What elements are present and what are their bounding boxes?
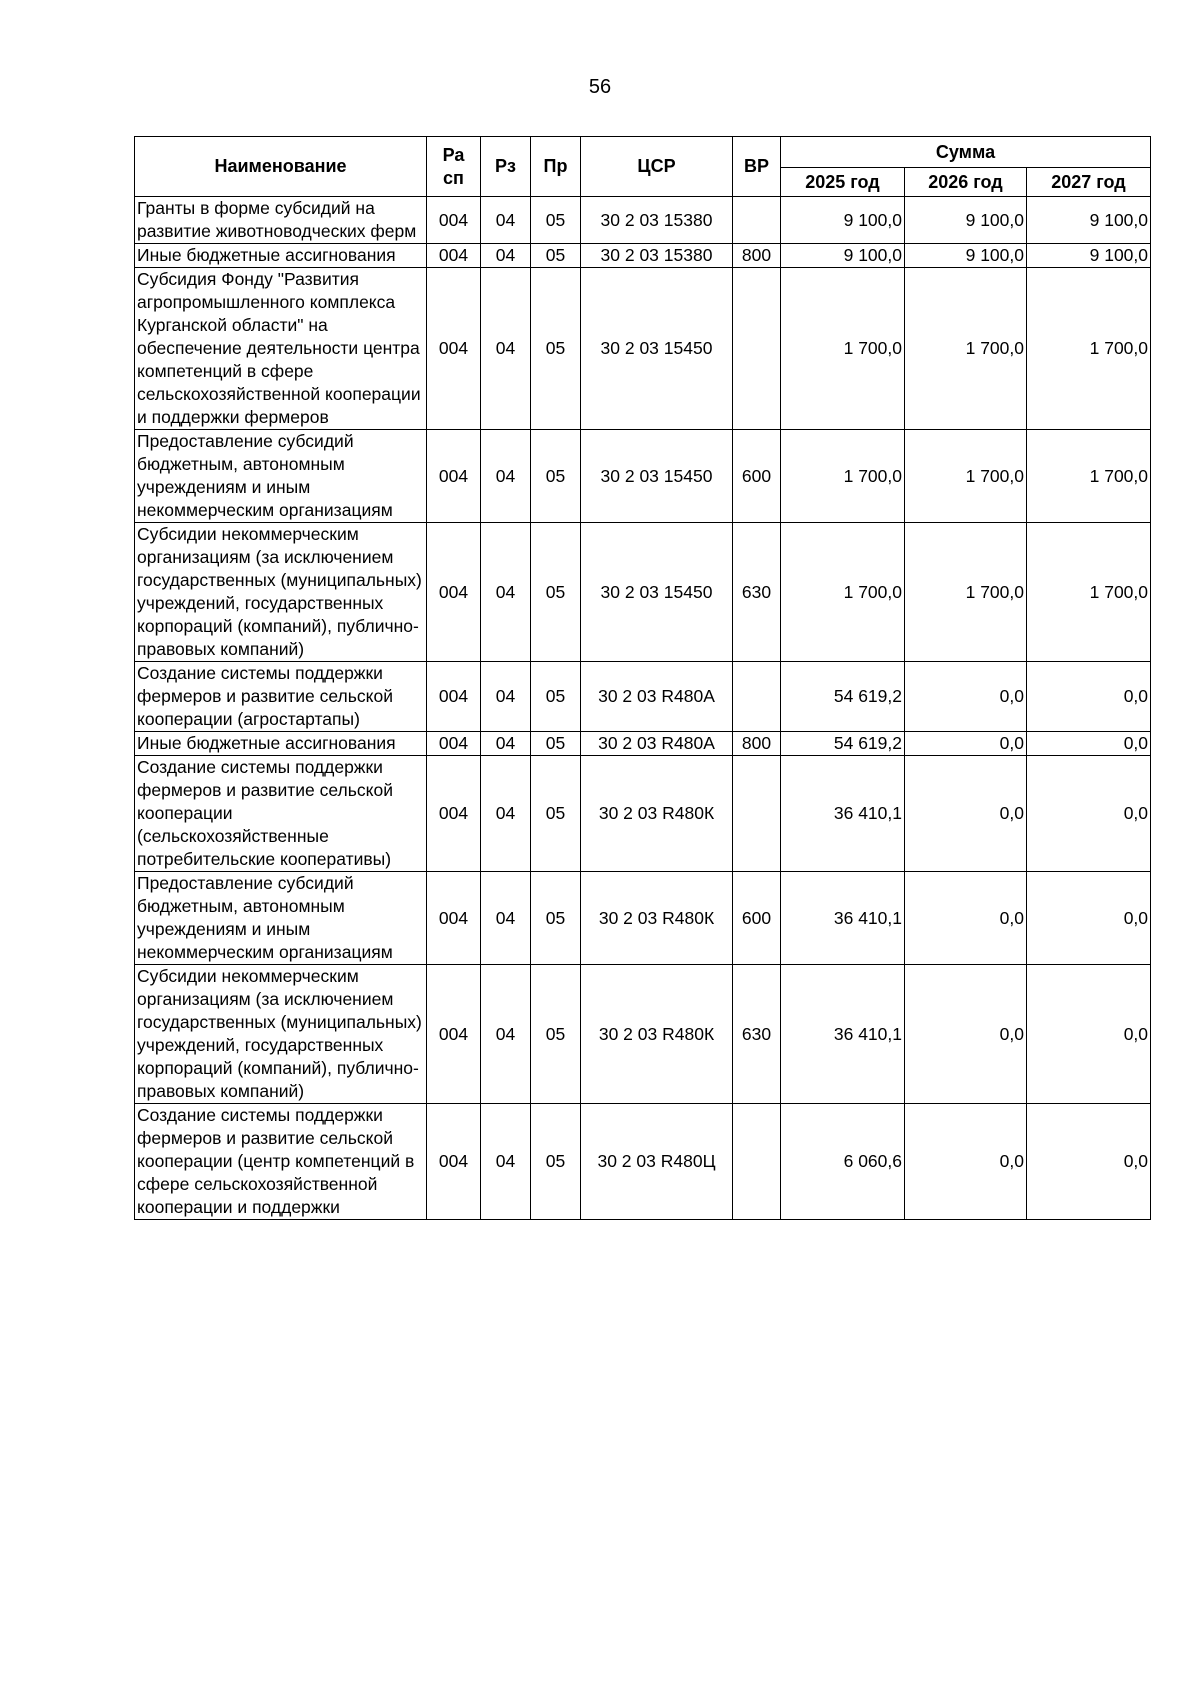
cell-vr [733,662,781,732]
cell-rasp: 004 [427,1104,481,1220]
cell-name: Субсидии некоммерческим организациям (за исключением государственных (муниципальных) учреждений, государственных корпораций (компаний), публично-правовых компаний) [135,965,427,1104]
cell-2027: 1 700,0 [1027,523,1151,662]
cell-2027: 0,0 [1027,732,1151,756]
cell-rasp: 004 [427,268,481,430]
cell-vr: 800 [733,244,781,268]
cell-rz: 04 [481,662,531,732]
cell-2025: 9 100,0 [781,244,905,268]
cell-csr: 30 2 03 R480Ц [581,1104,733,1220]
cell-rasp: 004 [427,662,481,732]
cell-rz: 04 [481,430,531,523]
cell-2025: 1 700,0 [781,430,905,523]
table-row [135,523,1151,662]
table-row [135,268,1151,430]
cell-rz: 04 [481,268,531,430]
cell-name: Субсидия Фонду "Развития агропромышленного комплекса Курганской области" на обеспечение деятельности центра компетенций в сфере сельскохозяйственной кооперации и поддержки фермеров [135,268,427,430]
cell-pr: 05 [531,872,581,965]
header-rasp-line2: сп [443,167,464,188]
cell-vr [733,756,781,872]
cell-rasp: 004 [427,965,481,1104]
cell-2027: 9 100,0 [1027,244,1151,268]
header-year-2025: 2025 год [781,168,905,197]
cell-2027: 0,0 [1027,756,1151,872]
cell-rz: 04 [481,872,531,965]
cell-vr [733,197,781,244]
cell-2026: 0,0 [905,1104,1027,1220]
table-row [135,430,1151,523]
table-row [135,732,1151,756]
cell-csr: 30 2 03 15450 [581,268,733,430]
header-year-2026: 2026 год [905,168,1027,197]
cell-pr: 05 [531,523,581,662]
cell-2027: 0,0 [1027,872,1151,965]
table-row [135,756,1151,872]
cell-name: Предоставление субсидий бюджетным, автономным учреждениям и иным некоммерческим организациям [135,430,427,523]
table-row [135,872,1151,965]
cell-csr: 30 2 03 R480A [581,662,733,732]
header-pr: Пр [531,137,581,197]
cell-2026: 0,0 [905,756,1027,872]
cell-rasp: 004 [427,430,481,523]
cell-2027: 0,0 [1027,662,1151,732]
cell-2026: 9 100,0 [905,244,1027,268]
cell-2025: 36 410,1 [781,965,905,1104]
cell-2026: 1 700,0 [905,430,1027,523]
cell-2026: 9 100,0 [905,197,1027,244]
page-number: 56 [588,76,612,98]
cell-rasp: 004 [427,197,481,244]
cell-csr: 30 2 03 R480К [581,756,733,872]
table-row [135,965,1151,1104]
cell-name: Предоставление субсидий бюджетным, автономным учреждениям и иным некоммерческим организациям [135,872,427,965]
cell-2027: 1 700,0 [1027,430,1151,523]
cell-rasp: 004 [427,756,481,872]
header-rasp [427,137,481,197]
cell-rasp: 004 [427,732,481,756]
header-vr: ВР [733,137,781,197]
cell-2025: 36 410,1 [781,872,905,965]
cell-pr: 05 [531,965,581,1104]
cell-2025: 54 619,2 [781,732,905,756]
cell-2027: 0,0 [1027,965,1151,1104]
cell-2026: 1 700,0 [905,268,1027,430]
cell-csr: 30 2 03 15450 [581,523,733,662]
cell-rasp: 004 [427,523,481,662]
cell-name: Создание системы поддержки фермеров и развитие сельской кооперации (центр компетенций в сфере сельскохозяйственной кооперации и поддержки [135,1104,427,1220]
cell-vr [733,1104,781,1220]
cell-2027: 1 700,0 [1027,268,1151,430]
cell-2025: 9 100,0 [781,197,905,244]
cell-2025: 6 060,6 [781,1104,905,1220]
table-row [135,244,1151,268]
cell-name: Субсидии некоммерческим организациям (за исключением государственных (муниципальных) учреждений, государственных корпораций (компаний), публично-правовых компаний) [135,523,427,662]
cell-pr: 05 [531,756,581,872]
cell-pr: 05 [531,732,581,756]
cell-csr: 30 2 03 R480A [581,732,733,756]
cell-name: Иные бюджетные ассигнования [135,732,427,756]
cell-rz: 04 [481,965,531,1104]
cell-2025: 54 619,2 [781,662,905,732]
cell-rz: 04 [481,197,531,244]
cell-rz: 04 [481,1104,531,1220]
header-year-2027: 2027 год [1027,168,1151,197]
cell-csr: 30 2 03 15380 [581,197,733,244]
cell-2027: 0,0 [1027,1104,1151,1220]
table-row [135,662,1151,732]
header-sum: Сумма [781,137,1151,168]
cell-pr: 05 [531,1104,581,1220]
cell-name: Создание системы поддержки фермеров и развитие сельской кооперации (сельскохозяйственные потребительские кооперативы) [135,756,427,872]
cell-vr: 600 [733,872,781,965]
cell-2026: 0,0 [905,965,1027,1104]
table-body [135,197,1151,1220]
cell-2027: 9 100,0 [1027,197,1151,244]
cell-2025: 1 700,0 [781,523,905,662]
cell-2026: 0,0 [905,732,1027,756]
cell-rz: 04 [481,732,531,756]
cell-csr: 30 2 03 R480К [581,872,733,965]
cell-2025: 36 410,1 [781,756,905,872]
cell-rasp: 004 [427,244,481,268]
cell-2026: 0,0 [905,662,1027,732]
cell-name: Иные бюджетные ассигнования [135,244,427,268]
table-row [135,197,1151,244]
cell-csr: 30 2 03 15380 [581,244,733,268]
budget-table [134,136,1151,1220]
cell-rz: 04 [481,756,531,872]
cell-vr: 630 [733,965,781,1104]
header-name: Наименование [135,137,427,197]
header-rz: Рз [481,137,531,197]
cell-rz: 04 [481,244,531,268]
cell-2026: 1 700,0 [905,523,1027,662]
cell-name: Гранты в форме субсидий на развитие животноводческих ферм [135,197,427,244]
cell-vr: 600 [733,430,781,523]
cell-2025: 1 700,0 [781,268,905,430]
header-csr: ЦСР [581,137,733,197]
table-header [135,137,1151,197]
cell-rasp: 004 [427,872,481,965]
cell-csr: 30 2 03 15450 [581,430,733,523]
cell-rz: 04 [481,523,531,662]
cell-pr: 05 [531,662,581,732]
header-rasp-line1: Ра [442,144,465,165]
cell-vr: 800 [733,732,781,756]
cell-2026: 0,0 [905,872,1027,965]
cell-pr: 05 [531,244,581,268]
table-row [135,1104,1151,1220]
cell-pr: 05 [531,430,581,523]
cell-pr: 05 [531,197,581,244]
cell-name: Создание системы поддержки фермеров и развитие сельской кооперации (агростартапы) [135,662,427,732]
cell-vr: 630 [733,523,781,662]
cell-pr: 05 [531,268,581,430]
cell-csr: 30 2 03 R480К [581,965,733,1104]
cell-vr [733,268,781,430]
